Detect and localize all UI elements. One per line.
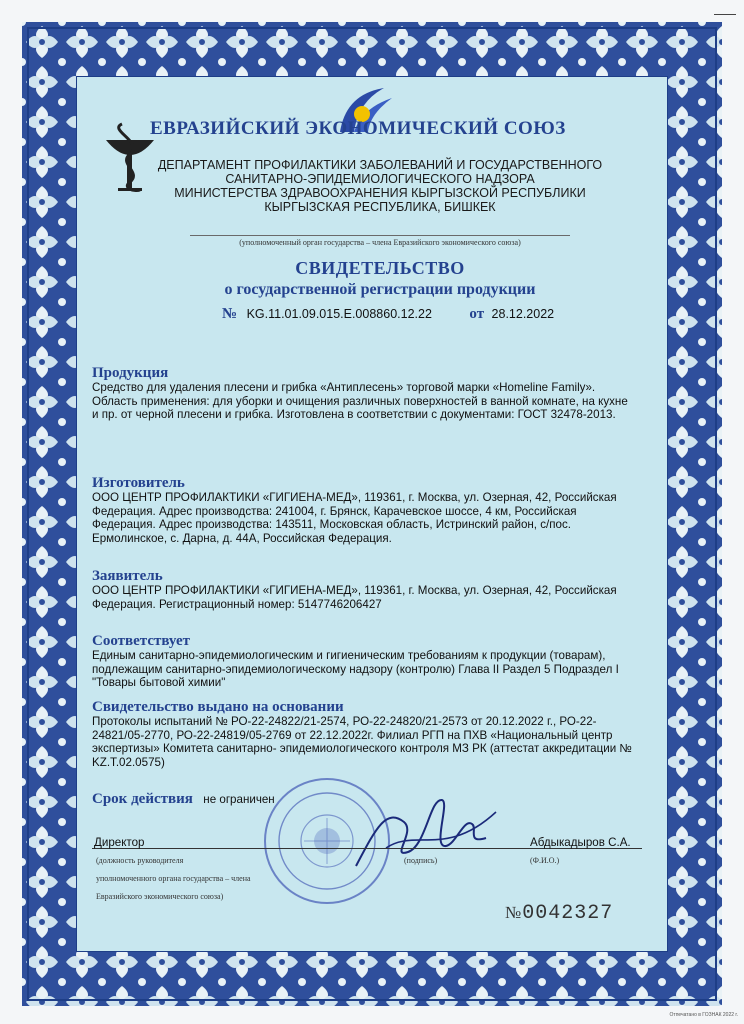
validity-line: [92, 790, 275, 808]
certificate-number: KG.11.01.09.015.Е.008860.12.22: [246, 307, 432, 321]
section-text: ООО ЦЕНТР ПРОФИЛАКТИКИ «ГИГИЕНА-МЕД», 119361, г. Москва, ул. Озерная, 42, Российская Федерация. Регистрационный номер: 5147746206427: [92, 584, 617, 611]
print-note: Отпечатано в ГОЗНАК 2022 г.: [669, 1012, 738, 1018]
department-line: КЫРГЫЗСКАЯ РЕСПУБЛИКА, БИШКЕК: [264, 200, 496, 214]
certificate-subtitle: о государственной регистрации продукции: [224, 281, 536, 298]
section-text: Единым санитарно-эпидемиологическим и гигиеническим требованиям к продукции (товарам), подлежащим санитарно-эпидемиологическому надзору (контролю) Глава II Раздел 5 Подраздел I "Товары бытовой химии": [92, 649, 619, 689]
section-heading: Свидетельство выдано на основании: [92, 699, 344, 715]
position-note-line: уполномоченного органа государства – члена: [96, 874, 251, 883]
section-heading: Изготовитель: [92, 475, 185, 491]
signature-note: (подпись): [404, 856, 438, 865]
section-heading: Заявитель: [92, 568, 163, 584]
validity-value: не ограничен: [203, 793, 275, 806]
union-title: ЕВРАЗИЙСКИЙ ЭКОНОМИЧЕСКИЙ СОЮЗ: [150, 118, 566, 139]
department-block: [100, 158, 660, 214]
position-note-line: (должность руководителя: [96, 856, 184, 865]
certificate-title: СВИДЕТЕЛЬСТВО: [295, 258, 465, 278]
serial-value: 0042327: [522, 902, 614, 925]
department-line: ДЕПАРТАМЕНТ ПРОФИЛАКТИКИ ЗАБОЛЕВАНИЙ И ГОСУДАРСТВЕННОГО: [157, 158, 603, 172]
name-note: (Ф.И.О.): [530, 856, 560, 865]
serial-number: [505, 902, 613, 925]
corner-pen-mark: [714, 14, 736, 15]
number-label: №: [222, 306, 238, 322]
section-text: ООО ЦЕНТР ПРОФИЛАКТИКИ «ГИГИЕНА-МЕД», 119361, г. Москва, ул. Озерная, 42, Российская Федерация. Адрес производства: 241004, г. Брянск, Карачевское шоссе, 4 км, Российская Федерация. Адрес производства: 143511, Московская область, Истринский район, с/пос. Ермолинское, с. Дарна, д. 44А, Российская Федерация.: [92, 491, 617, 545]
certificate-date: 28.12.2022: [491, 307, 555, 321]
validity-label: Срок действия: [92, 791, 193, 807]
department-line: САНИТАРНО-ЭПИДЕМИОЛОГИЧЕСКОГО НАДЗОРА: [225, 172, 535, 186]
department-line: МИНИСТЕРСТВА ЗДРАВООХРАНЕНИЯ КЫРГЫЗСКОЙ РЕСПУБЛИКИ: [174, 186, 586, 200]
product-section: [92, 366, 637, 422]
section-text: Протоколы испытаний № РО-22-24822/21-2574, РО-22-24820/21-2573 от 20.12.2022 г., РО-22-24821/05-2770, РО-22-24819/05-2769 от 22.12.2022г. Филиал РГП на ПХВ «Национальный центр экспертизы» Комитета санитарно- эпидемиологического контроля МЗ РК (аттестат аккредитации № KZ.T.02.0575): [92, 715, 632, 769]
signer-name: Абдыкадыров С.А.: [530, 836, 631, 849]
position-note-line: Евразийского экономического союза): [96, 892, 224, 901]
conforms-section: [92, 634, 637, 690]
section-text: Средство для удаления плесени и грибка «Антиплесень» торговой марки «Homeline Family». Область применения: для уборки и очищения различных поверхностей в ванной комнате, на кухне и пр. от черной плесени и грибка. Изготовлена в соответствии с документами: ГОСТ 32478-2013.: [92, 381, 628, 421]
director-title: Директор: [94, 836, 145, 849]
position-note: [96, 852, 316, 906]
date-label: от: [469, 306, 485, 322]
serial-label: №: [505, 903, 523, 922]
manufacturer-section: [92, 476, 637, 545]
authority-note: (уполномоченный орган государства – члена Евразийского экономического союза): [190, 235, 570, 247]
basis-section: [92, 700, 637, 769]
certificate-number-line: [222, 306, 554, 323]
section-heading: Соответствует: [92, 633, 190, 649]
applicant-section: [92, 569, 637, 611]
section-heading: Продукция: [92, 365, 169, 381]
